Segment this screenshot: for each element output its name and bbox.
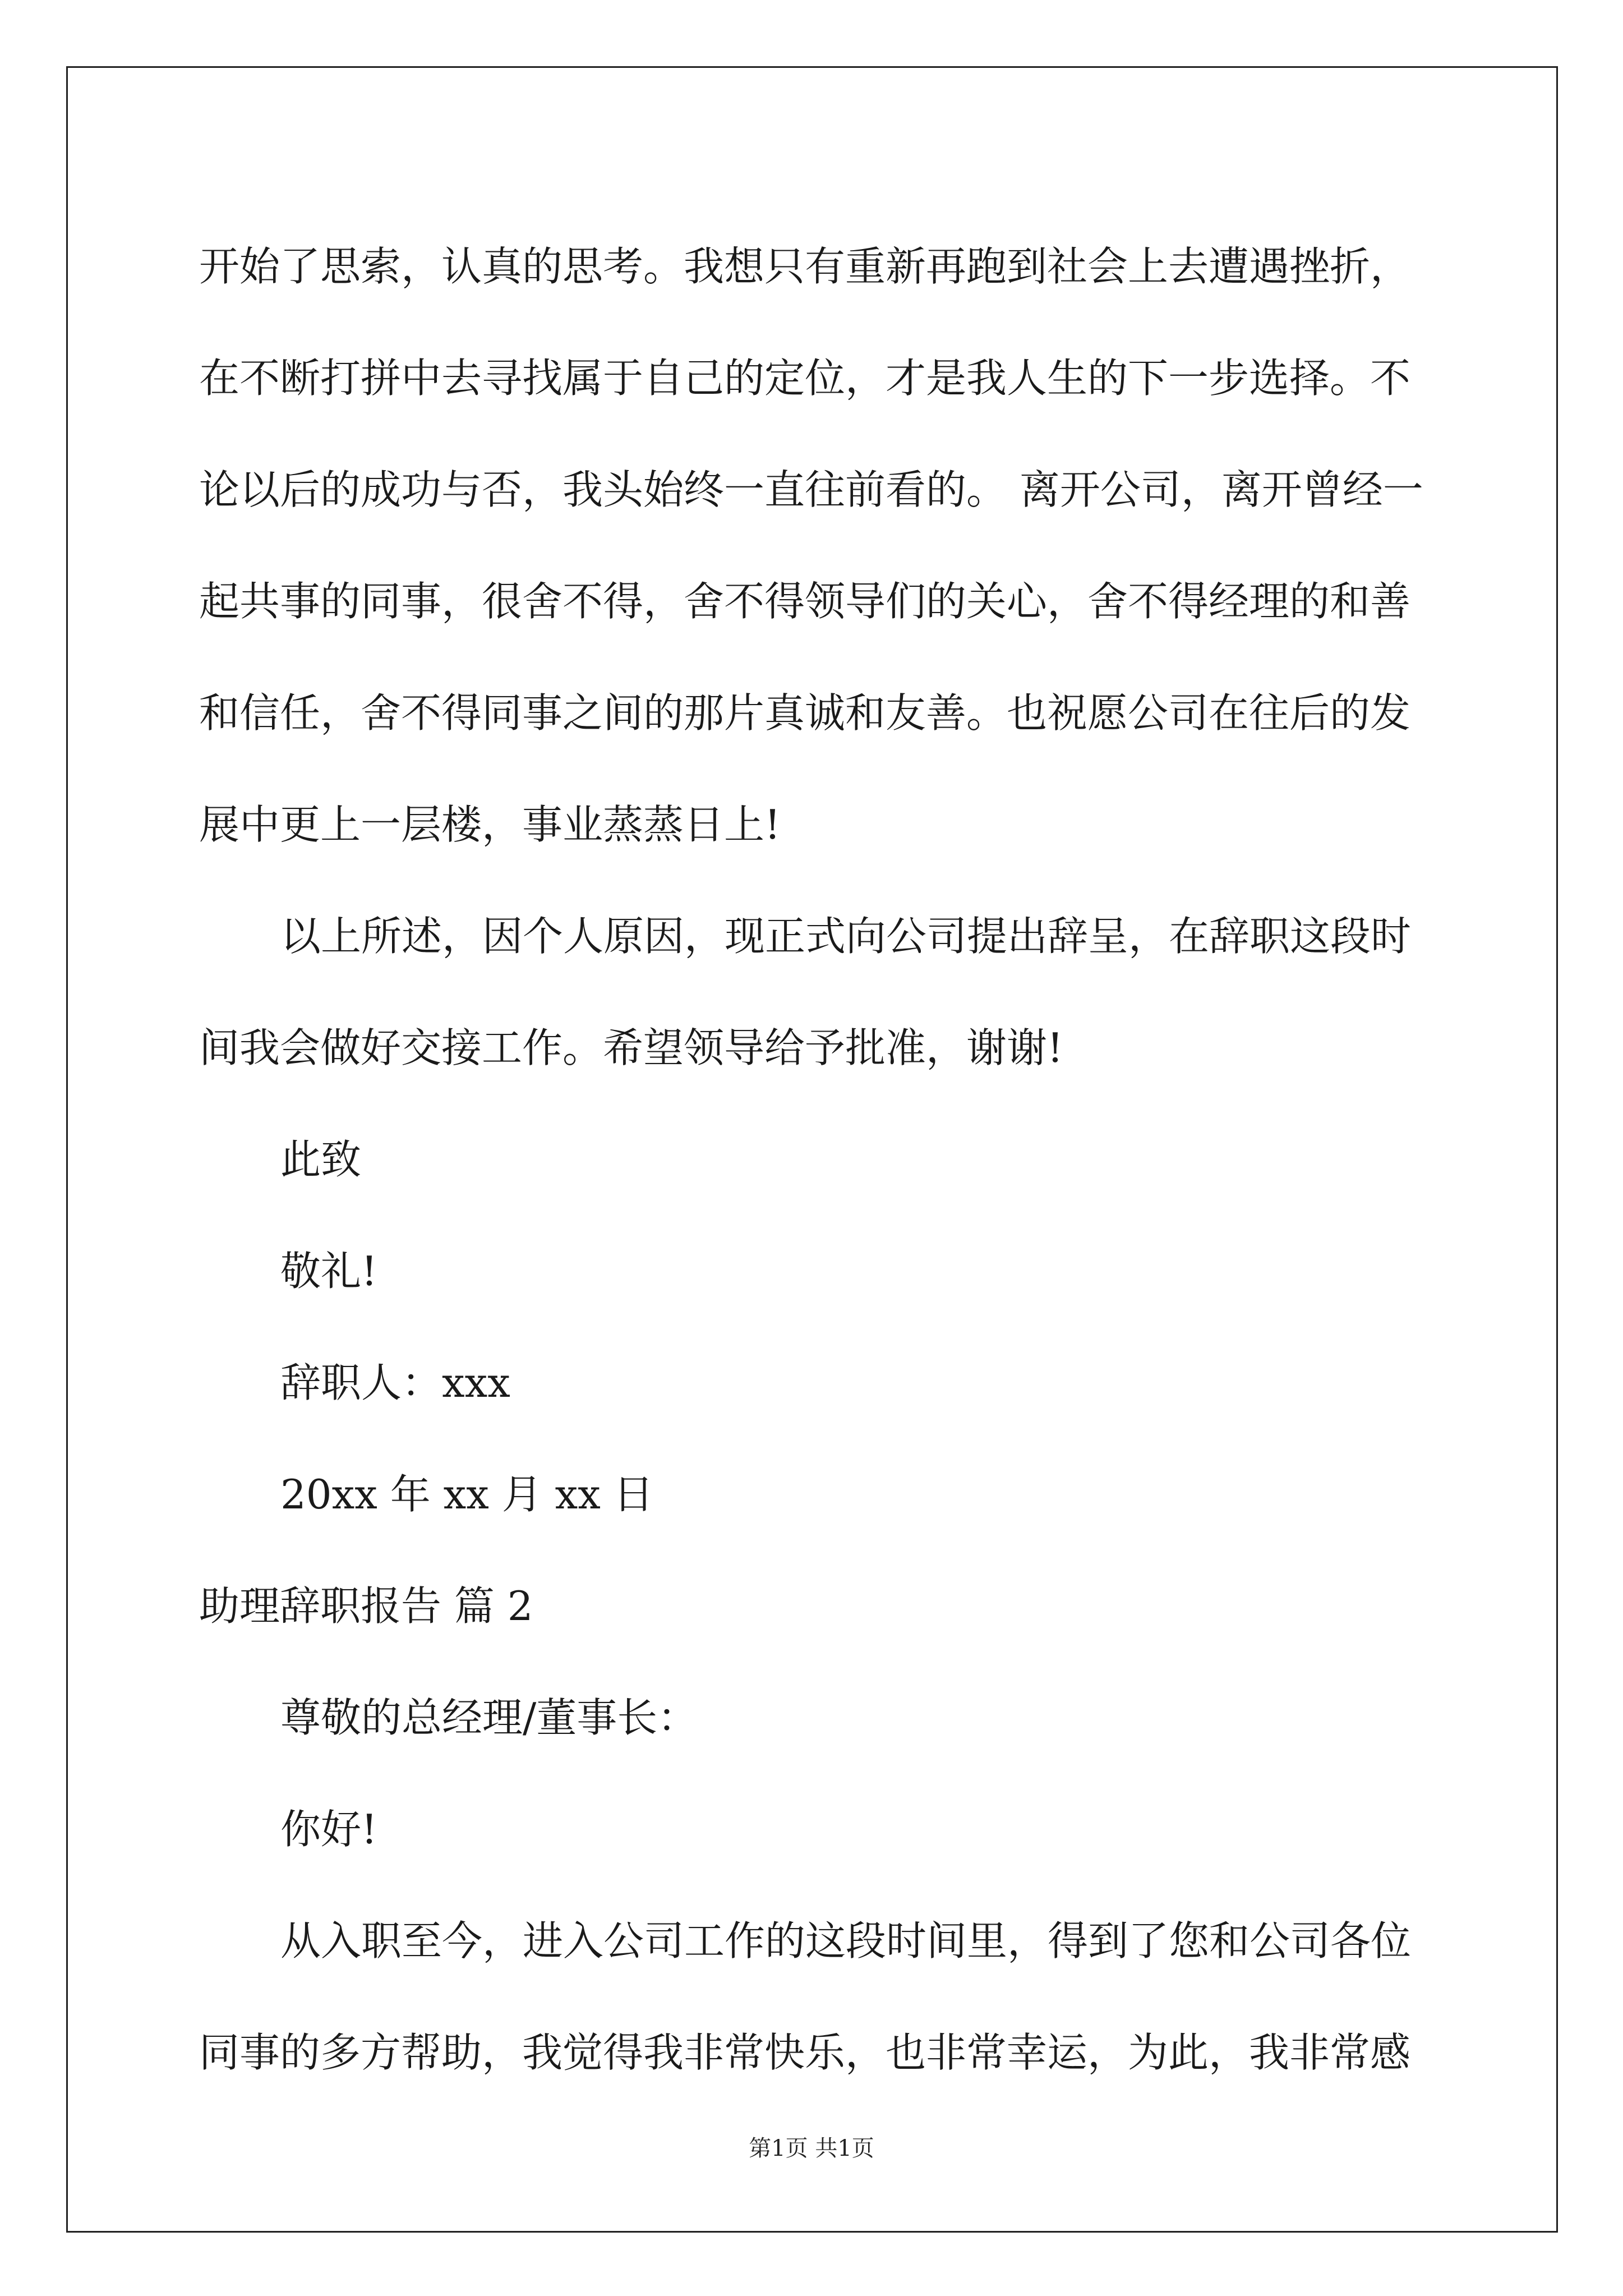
paragraph-line: 在不断打拼中去寻找属于自己的定位，才是我人生的下一步选择。不	[199, 355, 1411, 402]
signature-name: 辞职人：xxx	[280, 1359, 510, 1406]
signature-date: 20xx 年 xx 月 xx 日	[280, 1471, 654, 1518]
paragraph-line: 间我会做好交接工作。希望领导给予批准，谢谢!	[199, 1024, 1063, 1071]
letter-greeting: 你好!	[280, 1806, 377, 1853]
paragraph-line: 起共事的同事，很舍不得，舍不得领导们的关心，舍不得经理的和善	[199, 578, 1411, 625]
closing-regards: 敬礼!	[280, 1248, 377, 1295]
page-footer: 第1页 共1页	[749, 2136, 874, 2161]
paragraph-line: 展中更上一层楼，事业蒸蒸日上!	[199, 801, 781, 848]
paragraph-line: 开始了思索，认真的思考。我想只有重新再跑到社会上去遭遇挫折，	[199, 243, 1411, 290]
paragraph-line: 从入职至今，进入公司工作的这段时间里，得到了您和公司各位	[280, 1917, 1412, 1964]
paragraph-line: 和信任，舍不得同事之间的那片真诚和友善。也祝愿公司在往后的发	[199, 689, 1411, 737]
paragraph-line: 论以后的成功与否，我头始终一直往前看的。 离开公司，离开曾经一	[199, 466, 1423, 513]
paragraph-line: 同事的多方帮助，我觉得我非常快乐，也非常幸运，为此，我非常感	[199, 2029, 1411, 2076]
closing-salutation: 此致	[280, 1136, 362, 1183]
section-heading: 助理辞职报告 篇 2	[199, 1582, 533, 1630]
letter-addressee: 尊敬的总经理/董事长：	[280, 1694, 698, 1741]
document-body	[199, 211, 1433, 2109]
paragraph-line: 以上所述，因个人原因，现正式向公司提出辞呈，在辞职这段时	[280, 913, 1412, 960]
